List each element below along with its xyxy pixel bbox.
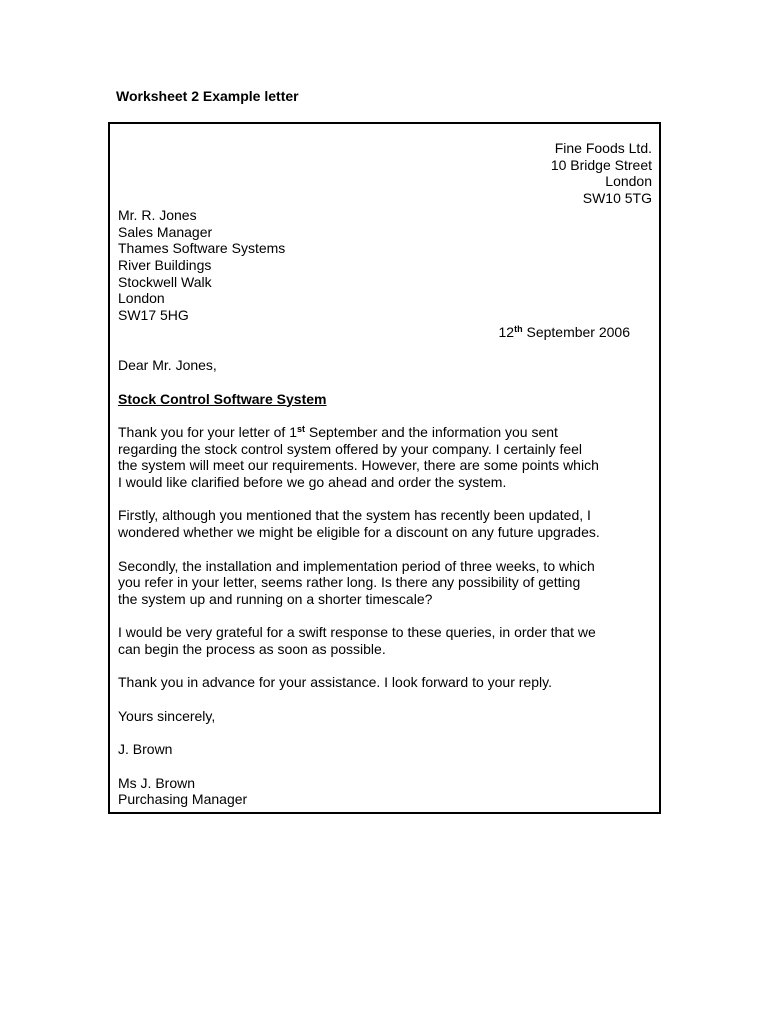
salutation: Dear Mr. Jones, xyxy=(118,357,217,374)
sender-address-line: Fine Foods Ltd. xyxy=(554,140,652,156)
letter-frame xyxy=(108,122,661,814)
spacer xyxy=(118,541,652,558)
sender-address-line: SW10 5TG xyxy=(582,190,652,207)
spacer xyxy=(118,758,652,775)
ordinal-suffix: st xyxy=(296,423,305,434)
spacer xyxy=(118,691,652,708)
paragraph-3 xyxy=(118,558,652,608)
spacer xyxy=(118,374,652,391)
recipient-address-line: Stockwell Walk xyxy=(118,273,212,290)
recipient-address-line: Sales Manager xyxy=(118,223,213,240)
paragraph-line: the system will meet our requirements. However, there are some points which xyxy=(118,457,599,474)
date-suffix: th xyxy=(514,323,523,334)
recipient-address xyxy=(118,207,652,324)
paragraph-5: Thank you in advance for your assistance. I look forward to your reply. xyxy=(118,674,552,691)
sender-address-line: 10 Bridge Street xyxy=(550,156,652,173)
paragraph-text: September and the information you sent xyxy=(305,423,558,440)
subject-line: Stock Control Software System xyxy=(118,390,327,407)
paragraph-line: I would be very grateful for a swift response to these queries, in order that we xyxy=(118,624,596,641)
spacer xyxy=(118,407,652,424)
signatory-title: Purchasing Manager xyxy=(118,791,248,808)
recipient-address-line: River Buildings xyxy=(118,256,212,273)
signatory-name: Ms J. Brown xyxy=(118,774,196,791)
recipient-address-line: London xyxy=(118,290,165,307)
spacer xyxy=(118,491,652,508)
paragraph-line: can begin the process as soon as possible. xyxy=(118,641,386,657)
worksheet-title: Worksheet 2 Example letter xyxy=(116,88,299,104)
paragraph-line: you refer in your letter, seems rather long. Is there any possibility of getting xyxy=(118,574,581,591)
paragraph-4 xyxy=(118,624,652,657)
paragraph-line: wondered whether we might be eligible for a discount on any future upgrades. xyxy=(118,524,600,541)
spacer xyxy=(118,608,652,625)
paragraph-line xyxy=(118,424,652,441)
recipient-address-line: Thames Software Systems xyxy=(118,240,286,257)
paragraph-line: regarding the stock control system offered by your company. I certainly feel xyxy=(118,440,583,457)
closing: Yours sincerely, xyxy=(118,707,216,724)
letter-body xyxy=(118,140,652,808)
paragraph-text: Thank you for your letter of 1 xyxy=(118,423,297,440)
paragraph-line: the system up and running on a shorter timescale? xyxy=(118,590,433,607)
sender-address-line: London xyxy=(605,173,652,190)
paragraph-line: Secondly, the installation and implementation period of three weeks, to which xyxy=(118,557,595,574)
letter-date xyxy=(118,324,652,341)
signature: J. Brown xyxy=(118,741,173,758)
date-day: 12 xyxy=(498,323,515,340)
recipient-address-line: SW17 5HG xyxy=(118,307,189,324)
paragraph-2 xyxy=(118,507,652,540)
date-rest: September 2006 xyxy=(522,323,630,340)
paragraph-line: I would like clarified before we go ahead and order the system. xyxy=(118,474,507,491)
sender-address xyxy=(118,140,652,207)
spacer xyxy=(118,658,652,675)
paragraph-1 xyxy=(118,424,652,491)
spacer xyxy=(118,724,652,741)
spacer xyxy=(118,340,652,357)
recipient-address-line: Mr. R. Jones xyxy=(118,206,197,223)
paragraph-line: Firstly, although you mentioned that the system has recently been updated, I xyxy=(118,507,591,524)
